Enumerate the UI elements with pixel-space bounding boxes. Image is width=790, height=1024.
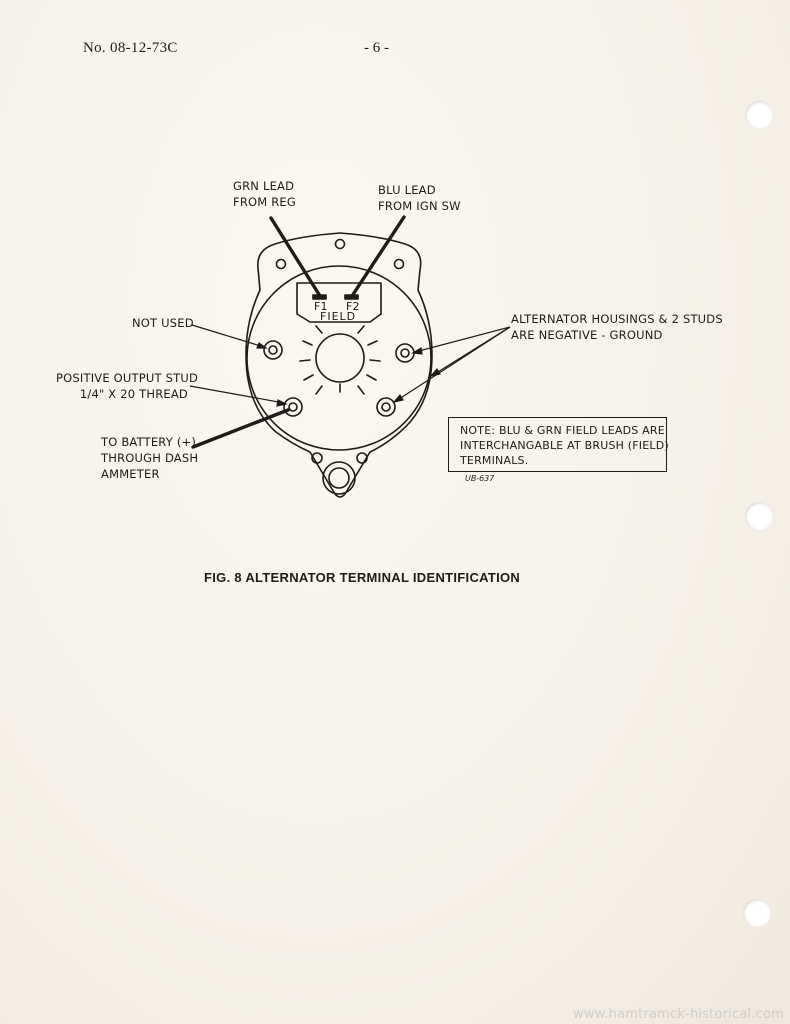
pivot-boss-inner [329, 468, 349, 488]
positive-stud-leader [190, 386, 284, 403]
housing-ring [247, 266, 431, 450]
not-used-leader [192, 325, 264, 347]
ground-stud-lower [377, 398, 395, 416]
mount-hole-left [277, 260, 286, 269]
note-box [448, 417, 667, 472]
note-line: INTERCHANGABLE AT BRUSH (FIELD) [460, 439, 669, 452]
figure-caption: FIG. 8 ALTERNATOR TERMINAL IDENTIFICATION [204, 570, 521, 585]
not-used-stud [264, 341, 282, 359]
watermark: www.hamtramck-historical.com [573, 1007, 784, 1022]
mount-hole-top [336, 240, 345, 249]
grn-lead-wire [271, 218, 320, 296]
positive-output-stud [284, 398, 302, 416]
to-battery-label: TO BATTERY (+) THROUGH DASH AMMETER [101, 435, 199, 481]
battery-wire [193, 410, 288, 447]
housing-leader-3 [396, 327, 510, 401]
center-bearing [316, 334, 364, 382]
alternator-housing [246, 233, 432, 497]
page-number: - 6 - [364, 40, 389, 56]
cooling-slots [300, 326, 380, 394]
pivot-boss-outer [323, 462, 355, 494]
f1-label: F1 [314, 300, 328, 313]
blu-lead-wire [352, 217, 404, 296]
grn-lead-label: GRN LEAD FROM REG [233, 179, 297, 209]
field-label: FIELD [320, 310, 357, 323]
f2-label: F2 [346, 300, 360, 313]
note-line: NOTE: BLU & GRN FIELD LEADS ARE [460, 424, 665, 437]
positive-stud-label: POSITIVE OUTPUT STUD 1/4" X 20 THREAD [56, 371, 199, 401]
housings-ground-label: ALTERNATOR HOUSINGS & 2 STUDS ARE NEGATIVE - GROUND [511, 312, 723, 342]
note-line: TERMINALS. [460, 454, 529, 467]
blu-lead-label: BLU LEAD FROM IGN SW [378, 183, 461, 213]
drawing-id: UB-637 [465, 474, 495, 483]
document-number: No. 08-12-73C [83, 40, 178, 56]
ground-stud-upper [396, 344, 414, 362]
mount-hole-right [395, 260, 404, 269]
not-used-label: NOT USED [132, 316, 194, 330]
